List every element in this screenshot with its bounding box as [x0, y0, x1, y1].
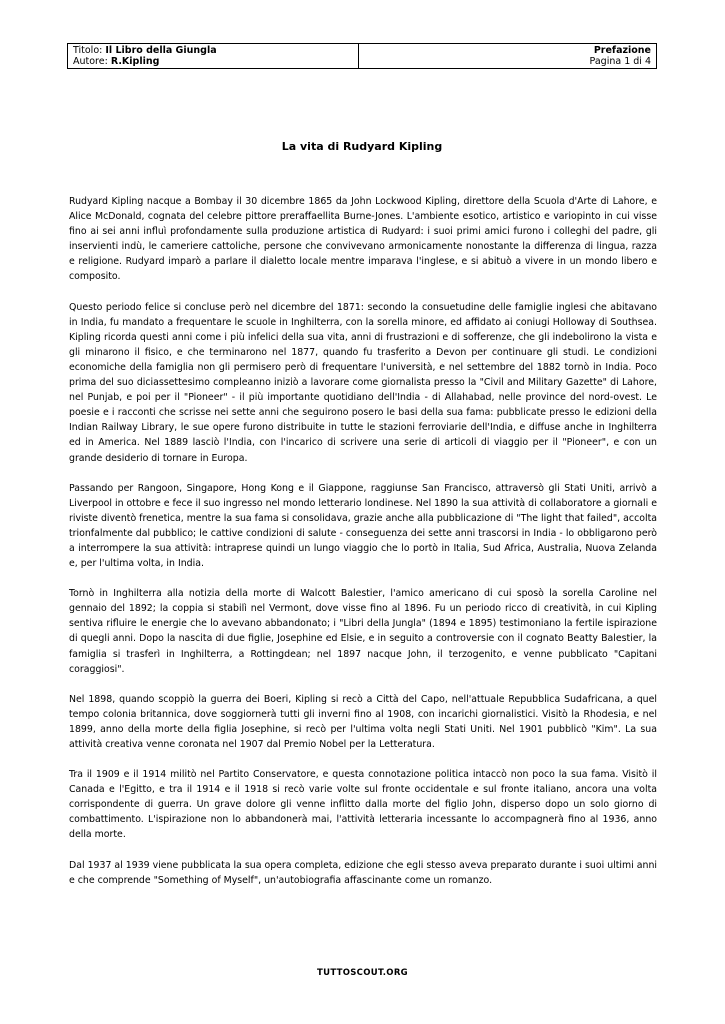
book-title: Il Libro della Giungla [105, 45, 217, 56]
document-title: La vita di Rudyard Kipling [281, 140, 443, 153]
header-table [67, 43, 657, 69]
author-name: R.Kipling [110, 56, 160, 67]
title-label: Titolo: [73, 45, 106, 56]
title-line [73, 45, 353, 56]
paragraph-3: Passando per Rangoon, Singapore, Hong Kong e il Giappone, raggiunse San Francisco, attraversò gli Stati Uniti, arrivò a Liverpool in ottobre e fece il suo ingresso nel mondo letterario londinese. Nel 1890 la sua attività di collaboratore a giornali e riviste diventò frenetica, mentre la sua fama si consolidava, grazie anche alla pubblicazione di "The light that failed", accolta trionfalmente dal pubblico; le cattive condizioni di salute - conseguenza dei sette anni trascorsi in India - lo obbligarono però a interrompere la sua attività: intraprese quindi un lungo viaggio che lo portò in Italia, Sud Africa, Australia, Nuova Zelanda e, per l'ultima volta, in India. [69, 482, 657, 570]
paragraph-2: Questo periodo felice si concluse però nel dicembre del 1871: secondo la consuetudine delle famiglie inglesi che abitavano in India, fu mandato a frequentare le scuole in Inghilterra, con la sorella minore, ed affidato ai coniugi Holloway di Southsea. Kipling ricorda questi anni come i più infelici della sua vita, anni di frustrazioni e di sofferenze, che gli indebolirono la vista e gli minarono il fisico, e che terminarono nel 1877, quando fu trasferito a Devon per continuare gli studi. Le condizioni economiche della famiglia non gli permisero però di frequentare l'università, e nel settembre del 1882 tornò in India. Poco prima del suo diciassettesimo compleanno iniziò a lavorare come giornalista presso la "Civil and Military Gazette" di Lahore, nel Punjab, e poi per il "Pioneer" - il più importante quotidiano dell'India - di Allahabad, nelle province del nord-ovest. Le poesie e i racconti che scrisse nei sette anni che seguirono posero le basi della sua fama: pubblicate presso le edizioni della Indian Railway Library, le sue opere furono distribuite in tutte le stazioni ferroviarie dell'India, e diffuse anche in Inghilterra ed in America. Nel 1889 lasciò l'India, con l'incarico di scrivere una serie di articoli di viaggio per il "Pioneer", e con un grande desiderio di tornare in Europa. [69, 301, 657, 464]
paragraph-1: Rudyard Kipling nacque a Bombay il 30 dicembre 1865 da John Lockwood Kipling, direttore della Scuola d'Arte di Lahore, e Alice McDonald, cognata del celebre pittore preraffaellita Burne-Jones. L'ambiente esotico, artistico e variopinto in cui visse fino ai sei anni influì profondamente sulla produzione artistica di Rudyard: i suoi primi amici furono i colleghi del padre, gli inservienti indù, le cameriere cattoliche, persone che convivevano armonicamente nonostante la differenza di lingua, razza e religione. Rudyard imparò a parlare il dialetto locale mentre imparava l'inglese, e si abituò a vivere in un mondo libero e composito. [69, 196, 657, 283]
footer-site: TUTTOSCOUT.ORG [317, 968, 408, 978]
page-info: Pagina 1 di 4 [589, 56, 651, 67]
document-body [69, 194, 657, 903]
section-name: Prefazione [593, 45, 651, 56]
header-right-cell [359, 44, 657, 69]
paragraph-5: Nel 1898, quando scoppiò la guerra dei Boeri, Kipling si recò a Città del Capo, nell'attuale Repubblica Sudafricana, a quel tempo colonia britannica, dove soggiornerà tutti gli inverni fino al 1908, con incarichi giornalistici. Visitò la Rhodesia, e nel 1899, anno della morte della figlia Josephine, si recò per l'ultima volta negli Stati Uniti. Nel 1901 pubblicò "Kim". La sua attività creativa venne coronata nel 1907 dal Premio Nobel per la Letteratura. [69, 693, 657, 750]
paragraph-6: Tra il 1909 e il 1914 militò nel Partito Conservatore, e questa connotazione politica intaccò non poco la sua fama. Visitò il Canada e l'Egitto, e tra il 1914 e il 1918 si recò varie volte sul fronte occidentale e sul fronte italiano, ancora una volta corrispondente di guerra. Un grave dolore gli venne inflitto dalla morte del figlio John, disperso dopo un solo giorno di combattimento. L'ispirazione non lo abbandonerà mai, l'attività letteraria incessante lo accompagnerà fino al 1936, anno della morte. [69, 769, 657, 841]
author-label: Autore: [73, 56, 111, 67]
paragraph-7: Dal 1937 al 1939 viene pubblicata la sua opera completa, edizione che egli stesso aveva preparato durante i suoi ultimi anni e che comprende "Something of Myself", un'autobiografia affascinante come un romanzo. [69, 859, 657, 886]
author-line [73, 56, 353, 67]
paragraph-4: Tornò in Inghilterra alla notizia della morte di Walcott Balestier, l'amico americano di cui sposò la sorella Caroline nel gennaio del 1892; la coppia si stabilì nel Vermont, dove visse fino al 1896. Fu un periodo ricco di creatività, in cui Kipling sentiva rifluire le energie che lo avevano abbandonato; i "Libri della Jungla" (1894 e 1895) testimoniano la fertile ispirazione di quegli anni. Dopo la nascita di due figlie, Josephine ed Elsie, e in seguito a controversie con il cognato Beatty Balestier, la famiglia si trasferì in Inghilterra, a Rottingdean; nel 1897 nacque John, il terzogenito, e venne pubblicato "Capitani coraggiosi". [69, 588, 657, 675]
header-left-cell [68, 44, 359, 69]
